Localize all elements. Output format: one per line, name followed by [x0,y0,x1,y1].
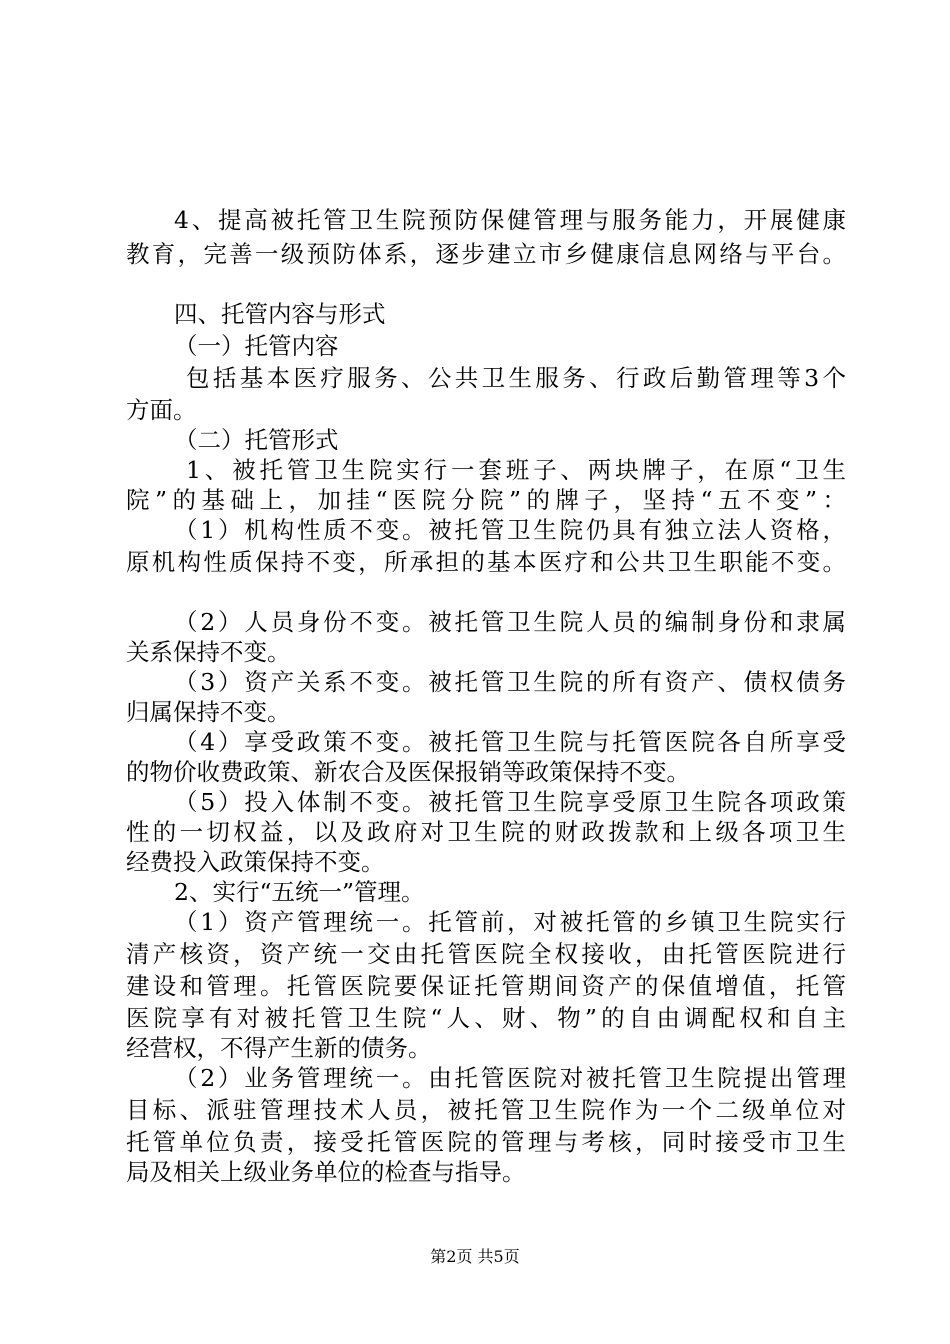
paragraph-line: 局及相关上级业务单位的检查与指导。 [126,1158,526,1186]
section-heading: 四、托管内容与形式 [174,300,386,328]
paragraph-line: 性的一切权益，以及政府对卫生院的财政拨款和上级各项卫生 [126,818,846,846]
paragraph-line: 目标、派驻管理技术人员，被托管卫生院作为一个二级单位对 [126,1096,846,1124]
paragraph-line: 归属保持不变。 [126,698,291,726]
page-footer: 第2页 共5页 [430,1247,520,1266]
paragraph-line: （5）投入体制不变。被托管卫生院享受原卫生院各项政策 [174,788,846,816]
subsection-heading: （一）托管内容 [174,332,339,360]
paragraph-line: 经营权，不得产生新的债务。 [126,1034,432,1062]
paragraph-line: （2）业务管理统一。由托管医院对被托管卫生院提出管理 [174,1064,846,1092]
paragraph-line: 教育，完善一级预防体系，逐步建立市乡健康信息网络与平台。 [126,240,846,268]
paragraph-line: 方面。 [126,396,197,424]
paragraph-line: （1）资产管理统一。托管前，对被托管的乡镇卫生院实行 [174,908,846,936]
paragraph-line: 2、实行“五统一”管理。 [174,878,425,906]
paragraph-line: 院”的基础上，加挂“医院分院”的牌子，坚持“五不变”： [126,486,846,514]
paragraph-line: 托管单位负责，接受托管医院的管理与考核，同时接受市卫生 [126,1128,846,1156]
paragraph-line: （3）资产关系不变。被托管卫生院的所有资产、债权债务 [174,668,846,696]
paragraph-line: 包括基本医疗服务、公共卫生服务、行政后勤管理等3个 [186,364,846,392]
paragraph-line: 经费投入政策保持不变。 [126,848,385,876]
paragraph-line: （4）享受政策不变。被托管卫生院与托管医院各自所享受 [174,728,846,756]
paragraph-line: （2）人员身份不变。被托管卫生院人员的编制身份和隶属 [174,608,846,636]
paragraph-line: 关系保持不变。 [126,638,291,666]
subsection-heading: （二）托管形式 [174,426,339,454]
paragraph-line: 的物价收费政策、新农合及医保报销等政策保持不变。 [126,758,690,786]
paragraph-line: （1）机构性质不变。被托管卫生院仍具有独立法人资格， [174,516,846,544]
paragraph-line: 清产核资，资产统一交由托管医院全权接收，由托管医院进行 [126,940,846,968]
paragraph-line: 医院享有对被托管卫生院“人、财、物”的自由调配权和自主 [126,1004,846,1032]
paragraph-line: 4、提高被托管卫生院预防保健管理与服务能力，开展健康 [174,206,846,234]
paragraph-line: 1、被托管卫生院实行一套班子、两块牌子，在原“卫生 [186,456,846,484]
paragraph-line: 原机构性质保持不变，所承担的基本医疗和公共卫生职能不变。 [126,548,846,576]
paragraph-line: 建设和管理。托管医院要保证托管期间资产的保值增值，托管 [126,972,846,1000]
